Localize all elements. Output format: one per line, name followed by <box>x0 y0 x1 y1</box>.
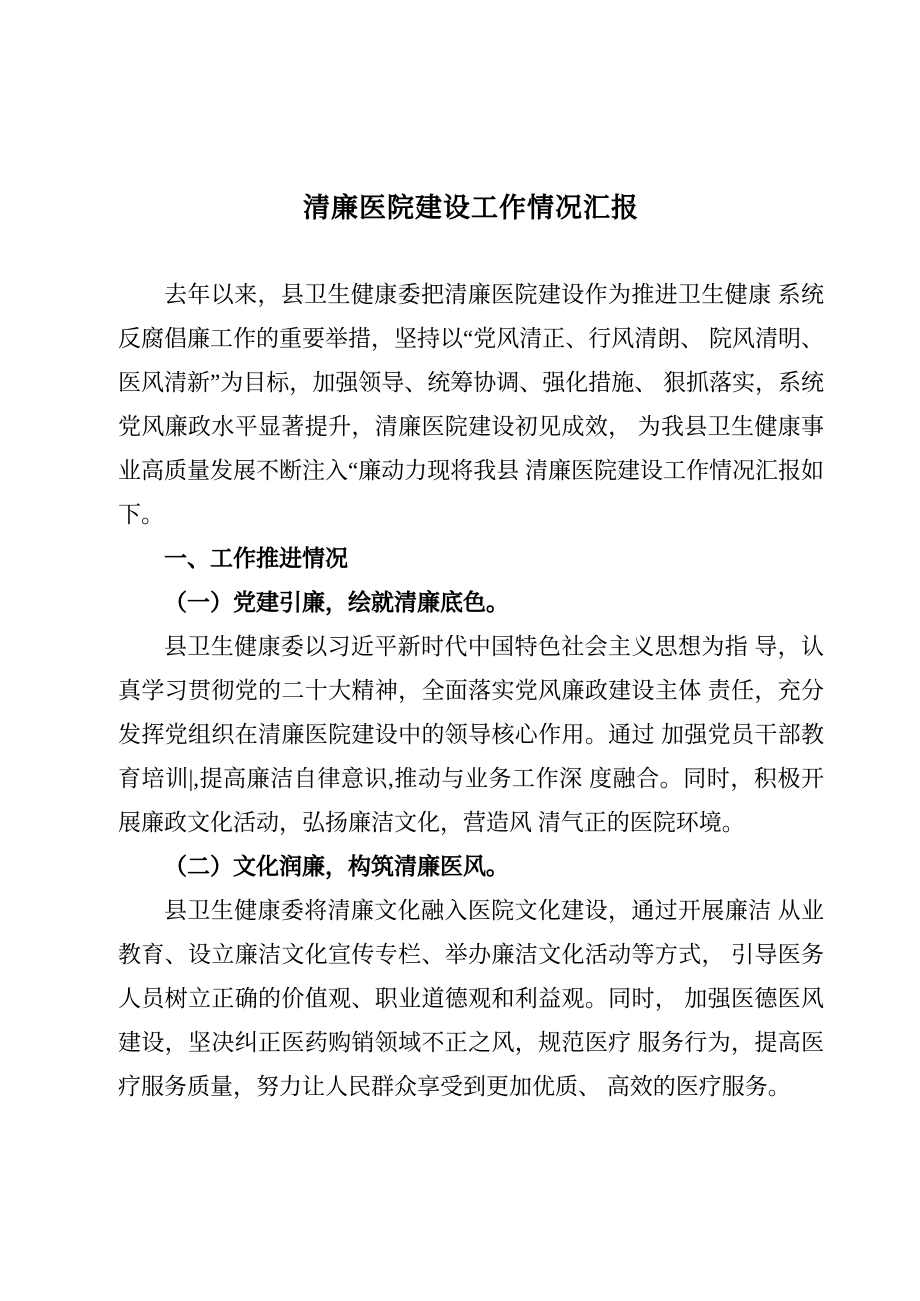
paragraph-party-building: 县卫生健康委以习近平新时代中国特色社会主义思想为指 导，认真学习贯彻党的二十大精神，全面落实党风廉政建设主体 责任，充分发挥党组织在清廉医院建设中的领导核心作用。通过 加强党员干部教育培训|,提高廉洁自律意识,推动与业务工作深 度融合。同时，积极开展廉政文化活动，弘扬廉洁文化，营造风 清气正的医院环境。 <box>118 634 825 835</box>
heading-subsection-one: （一）党建引廉，绘就清廉底色。 <box>164 590 509 615</box>
heading-subsection-two: （二）文化润廉，构筑清廉医风。 <box>164 854 509 879</box>
document-title: 清廉医院建设工作情况汇报 <box>303 193 639 223</box>
paragraph-intro: 去年以来，县卫生健康委把清廉医院建设作为推进卫生健康 系统反腐倡廉工作的重要举措，坚持以“党风清正、行风清朗、 院风清明、医风清新”为目标，加强领导、统筹协调、强化措施、 狠抓落实，系统党风廉政水平显著提升，清廉医院建设初见成效， 为我县卫生健康事业高质量发展不断注入“廉动力现将我县 清廉医院建设工作情况汇报如下。 <box>118 282 824 527</box>
heading-section-one: 一、工作推进情况 <box>164 546 348 571</box>
paragraph-culture: 县卫生健康委将清廉文化融入医院文化建设，通过开展廉洁 从业教育、设立廉洁文化宣传专栏、举办廉洁文化活动等方式， 引导医务人员树立正确的价值观、职业道德观和利益观。同时， 加强医德医风建设，坚决纠正医药购销领域不正之风，规范医疗 服务行为，提高医疗服务质量，努力让人民群众享受到更加优质、 高效的医疗服务。 <box>118 898 825 1099</box>
